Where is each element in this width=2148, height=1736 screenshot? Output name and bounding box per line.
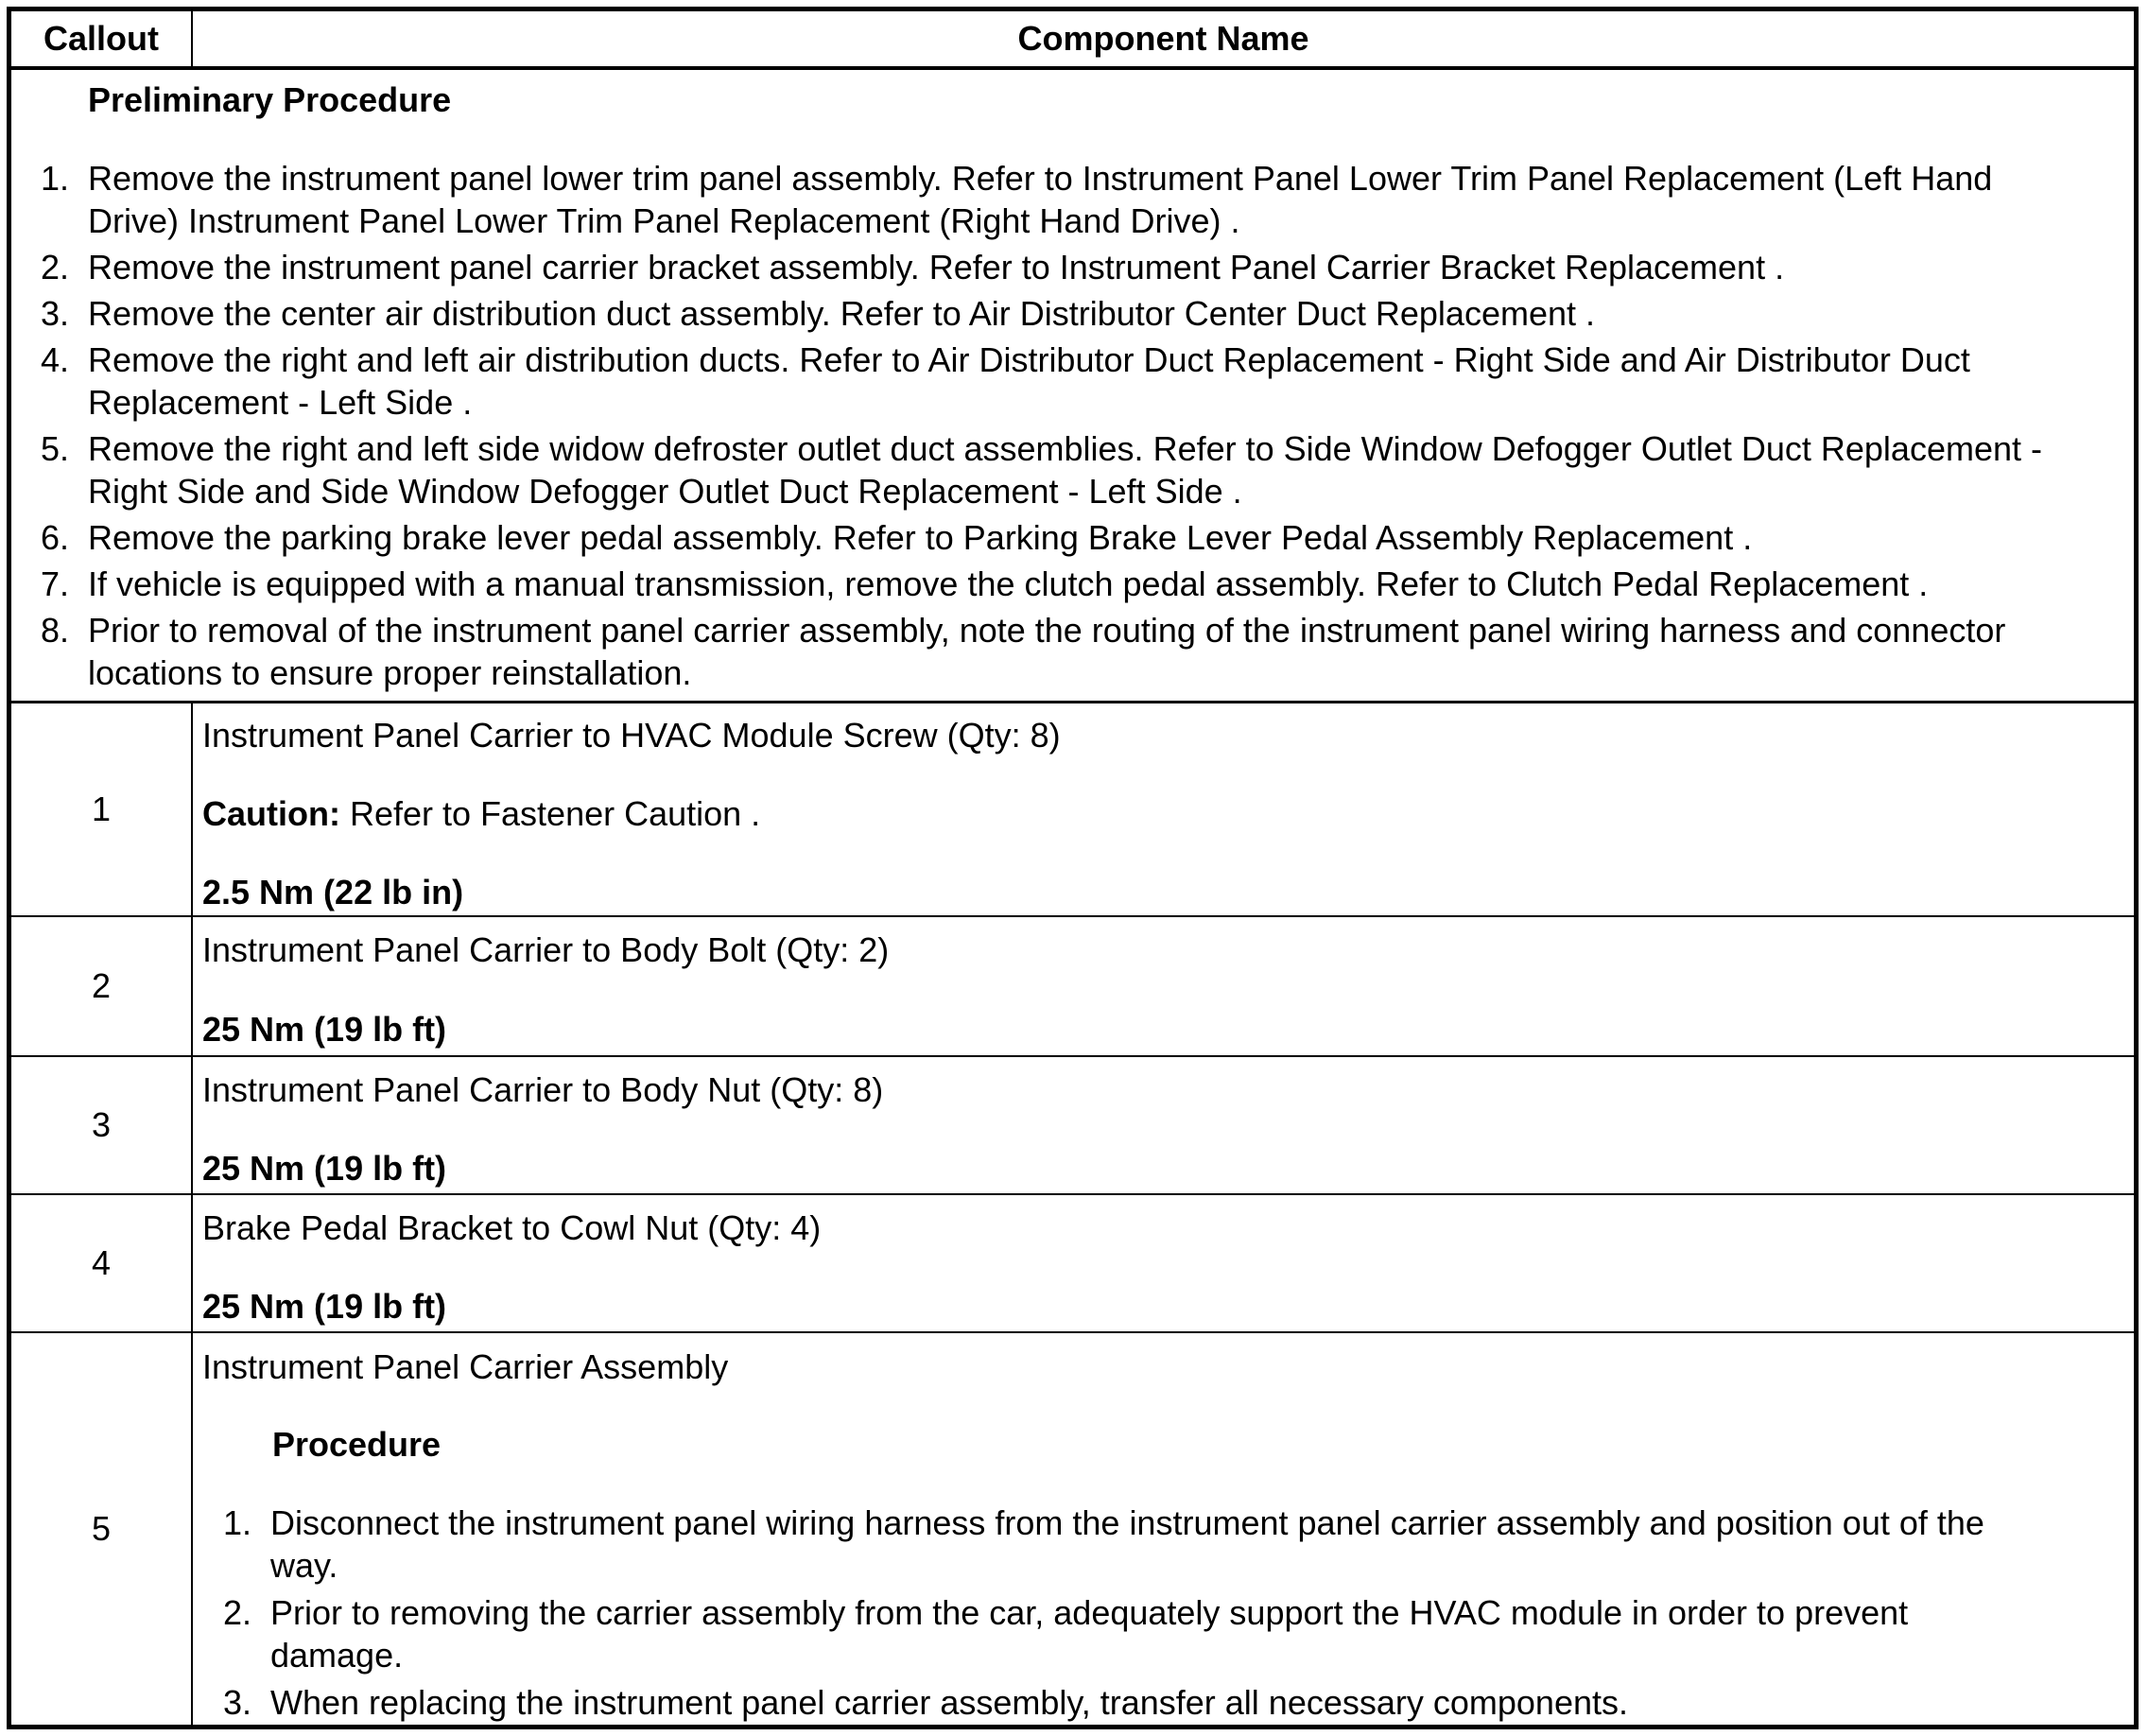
list-item-line: When replacing the instrument panel carrier assembly, transfer all necessary components. xyxy=(270,1683,1628,1722)
procedure-list xyxy=(223,1502,2134,1724)
list-item-number: 8. xyxy=(41,611,70,650)
header-component-name: Component Name xyxy=(1017,19,1309,58)
list-item-line: Remove the right and left side widow defroster outlet duct assemblies. Refer to Side Window Defogger Outlet Duct Replacement - xyxy=(88,429,2042,468)
list-item-line: Remove the instrument panel carrier bracket assembly. Refer to Instrument Panel Carrier Bracket Replacement . xyxy=(88,248,1785,286)
list-item xyxy=(41,339,2121,424)
component-cell xyxy=(193,1333,2134,1725)
list-item-number: 3. xyxy=(41,294,70,333)
list-item-text xyxy=(270,1591,2134,1676)
column-divider xyxy=(191,703,193,1725)
list-item xyxy=(41,427,2121,512)
list-item-text xyxy=(270,1681,2134,1724)
list-item-line: Remove the right and left air distribution ducts. Refer to Air Distributor Duct Replacement - Right Side and Air Distributor Duct xyxy=(88,340,1970,379)
list-item-line: Disconnect the instrument panel wiring harness from the instrument panel carrier assembly and position out of the xyxy=(270,1503,1984,1542)
list-item-number: 4. xyxy=(41,340,70,379)
torque-spec: 25 Nm (19 lb ft) xyxy=(202,1010,447,1049)
component-name: Instrument Panel Carrier to Body Bolt (Qty: 2) xyxy=(202,930,890,969)
table-row-4 xyxy=(11,1195,2134,1331)
list-item-text xyxy=(88,157,2121,242)
list-item xyxy=(41,157,2121,242)
list-item xyxy=(41,609,2121,694)
list-item-number: 2. xyxy=(41,248,70,286)
list-item-line: Right Side and Side Window Defogger Outlet Duct Replacement - Left Side . xyxy=(88,472,1242,511)
component-cell xyxy=(193,1195,2134,1331)
component-name: Instrument Panel Carrier Assembly xyxy=(202,1347,729,1386)
list-item-line: damage. xyxy=(270,1636,404,1675)
list-item-line: Remove the parking brake lever pedal assembly. Refer to Parking Brake Lever Pedal Assembly Replacement . xyxy=(88,518,1753,557)
component-table xyxy=(7,7,2139,1729)
caution-label: Caution: xyxy=(202,794,340,833)
component-cell xyxy=(193,917,2134,1055)
component-cell xyxy=(193,703,2134,915)
preliminary-section xyxy=(11,70,2134,701)
preliminary-list xyxy=(41,157,2121,694)
list-item xyxy=(223,1591,2134,1676)
callout-number: 3 xyxy=(91,1105,112,1144)
list-item xyxy=(223,1502,2134,1587)
list-item-number: 5. xyxy=(41,429,70,468)
component-name: Instrument Panel Carrier to HVAC Module Screw (Qty: 8) xyxy=(202,716,1061,755)
list-item xyxy=(41,563,2121,605)
list-item-text xyxy=(88,427,2121,512)
table-row-3 xyxy=(11,1057,2134,1193)
list-item-line: locations to ensure proper reinstallation. xyxy=(88,653,692,692)
component-cell xyxy=(193,1057,2134,1193)
list-item-line: Replacement - Left Side . xyxy=(88,383,473,422)
list-item xyxy=(41,292,2121,335)
list-item-text xyxy=(88,563,2121,605)
list-item-number: 6. xyxy=(41,518,70,557)
header-callout: Callout xyxy=(43,19,159,58)
component-name: Instrument Panel Carrier to Body Nut (Qty: 8) xyxy=(202,1070,884,1109)
torque-spec: 25 Nm (19 lb ft) xyxy=(202,1149,447,1188)
list-item-text xyxy=(88,339,2121,424)
torque-spec: 2.5 Nm (22 lb in) xyxy=(202,873,464,911)
list-item xyxy=(41,516,2121,559)
header-divider xyxy=(191,11,193,66)
list-item-number: 3. xyxy=(223,1683,252,1722)
callout-number: 2 xyxy=(91,966,112,1005)
list-item-line: Remove the instrument panel lower trim panel assembly. Refer to Instrument Panel Lower Trim Panel Replacement (Left Hand xyxy=(88,159,1993,198)
list-item-line: way. xyxy=(270,1546,338,1585)
list-item-line: Drive) Instrument Panel Lower Trim Panel Replacement (Right Hand Drive) . xyxy=(88,201,1240,240)
list-item-number: 1. xyxy=(41,159,70,198)
list-item-line: If vehicle is equipped with a manual transmission, remove the clutch pedal assembly. Refer to Clutch Pedal Replacement . xyxy=(88,564,1929,603)
torque-spec: 25 Nm (19 lb ft) xyxy=(202,1287,447,1326)
list-item-line: Prior to removing the carrier assembly from the car, adequately support the HVAC module in order to prevent xyxy=(270,1593,1909,1632)
table-header-row xyxy=(11,11,2134,66)
list-item-text xyxy=(270,1502,2134,1587)
list-item xyxy=(41,246,2121,288)
caution-text: Refer to Fastener Caution . xyxy=(339,794,761,833)
preliminary-heading: Preliminary Procedure xyxy=(88,80,452,119)
table-row-5 xyxy=(11,1333,2134,1725)
procedure-heading: Procedure xyxy=(272,1425,442,1464)
component-name: Brake Pedal Bracket to Cowl Nut (Qty: 4) xyxy=(202,1208,822,1247)
list-item-line: Remove the center air distribution duct assembly. Refer to Air Distributor Center Duct Replacement . xyxy=(88,294,1596,333)
list-item-line: Prior to removal of the instrument panel carrier assembly, note the routing of the instrument panel wiring harness and connector xyxy=(88,611,2006,650)
list-item-number: 7. xyxy=(41,564,70,603)
list-item-text xyxy=(88,292,2121,335)
list-item-text xyxy=(88,246,2121,288)
list-item-number: 1. xyxy=(223,1503,252,1542)
table-row-2 xyxy=(11,917,2134,1055)
table-row-1 xyxy=(11,703,2134,915)
list-item-number: 2. xyxy=(223,1593,252,1632)
callout-number: 4 xyxy=(91,1243,112,1282)
list-item xyxy=(223,1681,2134,1724)
caution-note xyxy=(202,792,2134,835)
list-item-text xyxy=(88,516,2121,559)
callout-number: 1 xyxy=(91,790,112,828)
list-item-text xyxy=(88,609,2121,694)
callout-number: 5 xyxy=(91,1509,112,1548)
